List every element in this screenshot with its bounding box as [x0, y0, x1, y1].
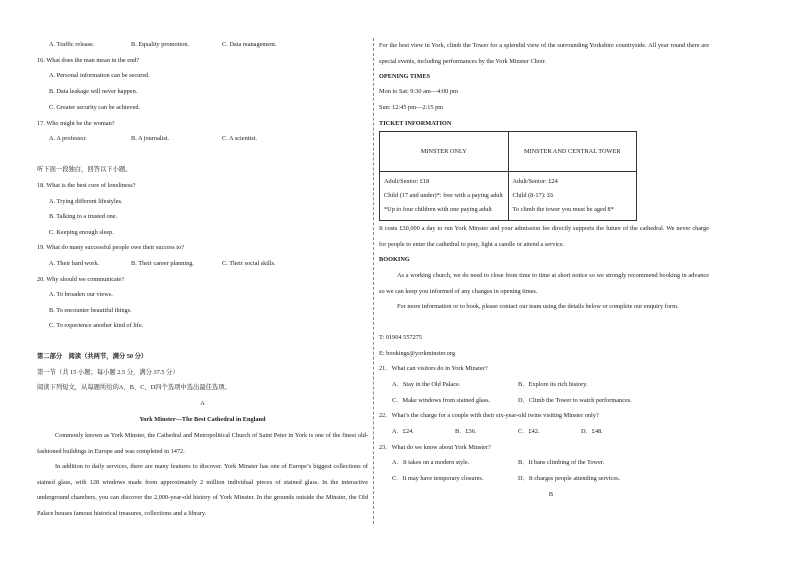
q18-option-c: C. Keeping enough sleep.	[49, 229, 114, 236]
ticket-cell-minster-only	[380, 172, 509, 221]
q17-option-b: B. A journalist.	[131, 135, 170, 142]
q21-option-b: B．Explore its rich history.	[518, 381, 588, 388]
booking-paragraph-1: As a working church, we do need to close from time to time at short notice so we strongly recommend booking in advance so we can keep you informed of any changes in opening times.	[379, 272, 709, 295]
contact-phone: T: 01904 557275	[379, 334, 423, 341]
q23-question: 23．What do we know about York Minster?	[379, 444, 491, 451]
q16-question: 16. What does the man mean in the end?	[37, 57, 140, 64]
q23-option-c: C．It may have temporary closures.	[392, 475, 484, 482]
passage-paragraph-1: Commonly known as York Minster, the Cathedral and Metropolitical Church of Saint Peter in York is one of the finest old-fashioned buildings in Europe and was completed in 1472.	[37, 432, 368, 455]
section1-instruction: 阅读下列短文，从每题所给的A、B、C、D四个选项中选出最佳选项。	[37, 384, 231, 391]
ticket-line: Adult/Senior: £24	[512, 178, 558, 185]
q20-question: 20. Why should we communicate?	[37, 276, 125, 283]
booking-paragraph-2: For more information or to book, please contact our team using the details below or complete our enquiry form.	[397, 303, 679, 310]
q22-option-d: D．£48.	[581, 428, 603, 435]
ticket-line: To climb the tower you must be aged 8*	[512, 206, 614, 213]
q20-option-a: A. To broaden our views.	[49, 291, 113, 298]
opening-times-sunday: Sun: 12:45 pm—2:15 pm	[379, 104, 444, 111]
q17-question: 17. Who might be the woman?	[37, 120, 115, 127]
q19-option-a: A. Their hard work.	[49, 260, 100, 267]
passage-letter: A	[200, 400, 205, 407]
next-passage-letter: B	[548, 491, 554, 498]
q16-option-b: B. Data leakage will never happen.	[49, 88, 138, 95]
q20-option-c: C. To experience another kind of life.	[49, 322, 144, 329]
q21-option-d: D．Climb the Tower to watch performances.	[518, 397, 632, 404]
ticket-cell-minster-tower	[508, 172, 637, 221]
q16-option-a: A. Personal information can be secured.	[49, 72, 150, 79]
ticket-line: Child (8-17): £6	[512, 192, 554, 199]
q15-option-b: B. Equality promotion.	[131, 41, 190, 48]
q22-question: 22．What’s the charge for a couple with their six-year-old twins visiting Minster only?	[379, 412, 599, 419]
opening-times-heading: OPENING TIMES	[379, 73, 431, 80]
q21-question: 21．What can visitors do in York Minster?	[379, 365, 488, 372]
passage-title: York Minster—The Best Cathedral in England	[139, 416, 266, 423]
booking-heading: BOOKING	[379, 256, 410, 263]
q23-option-b: B．It bans climbing of the Tower.	[518, 459, 605, 466]
q17-option-c: C. A scientist.	[222, 135, 257, 142]
q19-option-c: C. Their social skills.	[222, 260, 276, 267]
ticket-header-minster-tower: MINSTER AND CENTRAL TOWER	[508, 132, 637, 172]
q15-option-a: A. Traffic release.	[49, 41, 95, 48]
tower-paragraph: For the best view in York, climb the Tower for a splendid view of the surrounding Yorkshire countryside. All year round there are special events, including performances by the York Minster Choir.	[379, 42, 709, 65]
ticket-info-heading: TICKET INFORMATION	[379, 120, 452, 127]
opening-times-weekday: Mon to Sat: 9:30 am—4:00 pm	[379, 88, 458, 95]
q17-option-a: A. A professor.	[49, 135, 87, 142]
column-divider	[373, 38, 374, 524]
ticket-line: *Up to four children with one paying adult	[384, 206, 492, 213]
q22-option-b: B．£36.	[455, 428, 477, 435]
q22-option-a: A．£24.	[392, 428, 414, 435]
q19-option-b: B. Their career planning.	[131, 260, 195, 267]
q18-option-b: B. Talking to a trusted one.	[49, 213, 118, 220]
q15-option-c: C. Data management.	[222, 41, 277, 48]
part2-heading: 第二部分 阅读（共两节，满分 50 分）	[37, 353, 148, 360]
ticket-header-minster-only: MINSTER ONLY	[380, 132, 509, 172]
q19-question: 19. What do many successful people owe their success to?	[37, 244, 185, 251]
section1-heading: 第一节（共 15 小题；每小题 2.5 分，满分 37.5 分）	[37, 369, 179, 376]
costs-paragraph: It costs £30,000 a day to run York Minster and your admission fee directly supports the future of the cathedral. We never charge for people to enter the cathedral to pray, light a candle or attend a service.	[379, 225, 709, 248]
q23-option-d: D．It charges people attending services.	[518, 475, 621, 482]
q22-option-c: C．£42.	[518, 428, 540, 435]
q21-option-c: C．Make windows from stained glass.	[392, 397, 491, 404]
q18-question: 18. What is the best cure of loneliness?	[37, 182, 136, 189]
q20-option-b: B. To encounter beautiful things.	[49, 307, 132, 314]
monologue-instruction: 听下面一段独白，回答以下小题。	[37, 166, 132, 173]
q18-option-a: A. Trying different lifestyles.	[49, 198, 123, 205]
passage-paragraph-2: In addition to daily services, there are many features to discover. York Minster has one of Europe’s biggest collections of stained glass, with 128 windows made from approximately 2 million individual pieces of stained glass. In the interactive underground chambers, you can discover the 2,000-year-old history of York Minster. In the grounds outside the Minster, the Old Palace houses famous historical treasures, collections and a library.	[37, 463, 368, 517]
q21-option-a: A．Stay in the Old Palace.	[392, 381, 461, 388]
q16-option-c: C. Greater security can be achieved.	[49, 104, 141, 111]
ticket-line: Child (17 and under)*: free with a paying adult	[384, 192, 503, 199]
contact-email: E: bookings@yorkminster.org	[379, 350, 455, 357]
ticket-table	[379, 131, 637, 221]
ticket-line: Adult/Senior: £18	[384, 178, 430, 185]
q23-option-a: A．It takes on a modern style.	[392, 459, 470, 466]
